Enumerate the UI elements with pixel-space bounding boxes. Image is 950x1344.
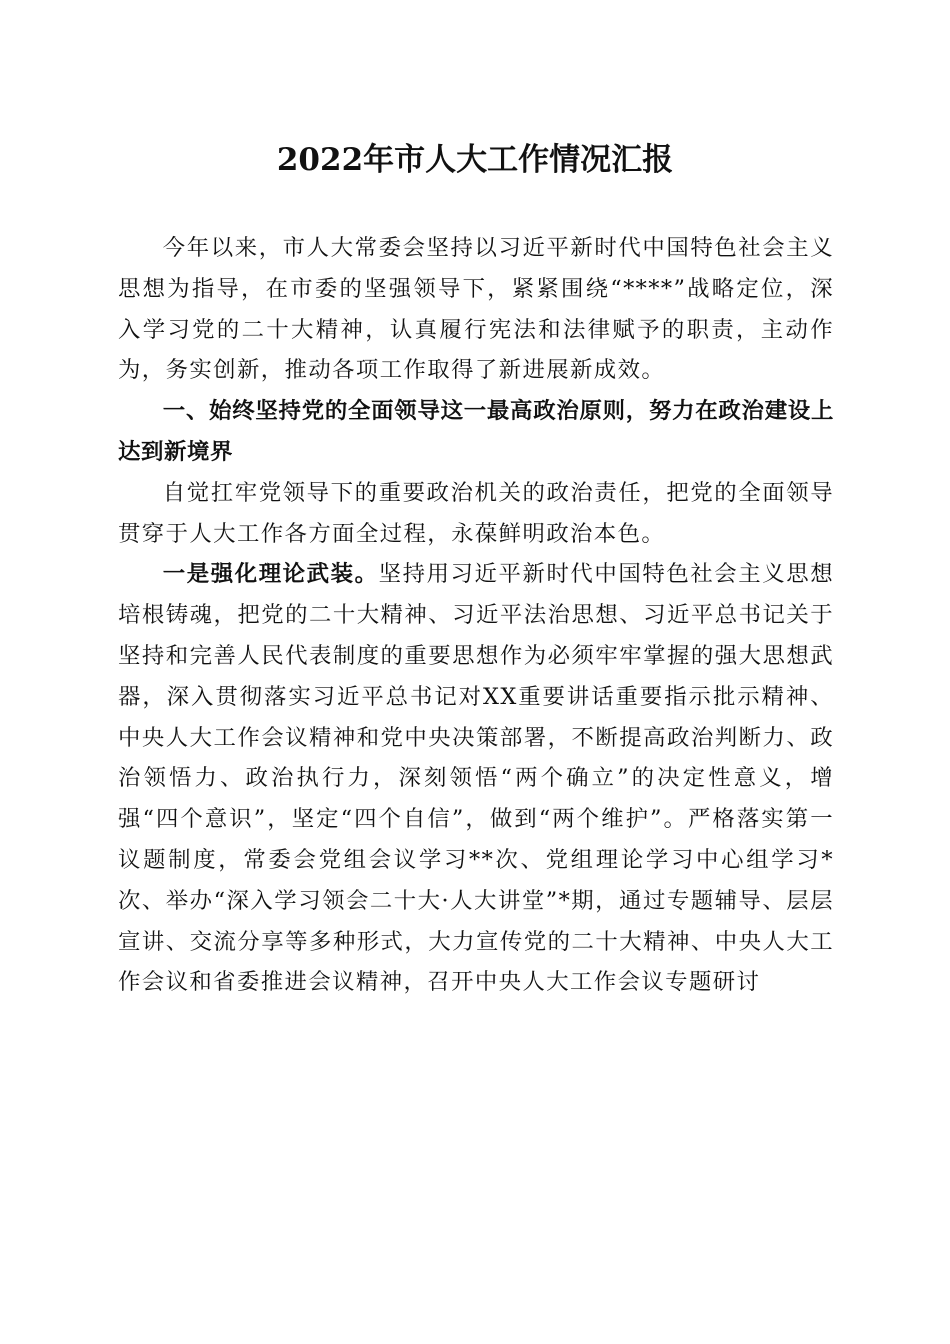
section-summary-paragraph: 自觉扛牢党领导下的重要政治机关的政治责任，把党的全面领导贯穿于人大工作各方面全过程，永葆鲜明政治本色。: [118, 479, 834, 547]
document-title: 2022年市人大工作情况汇报: [276, 142, 674, 178]
intro-paragraph: 今年以来，市人大常委会坚持以习近平新时代中国特色社会主义思想为指导，在市委的坚强领导下，紧紧围绕“****”战略定位，深入学习党的二十大精神，认真履行宪法和法律赋予的职责，主动作为，务实创新，推动各项工作取得了新进展新成效。: [118, 235, 834, 384]
document-body: [118, 228, 834, 1003]
point-paragraph: [118, 554, 834, 1003]
section-heading: 一、始终坚持党的全面领导这一最高政治原则，努力在政治建设上达到新境界: [118, 398, 834, 465]
point-text: 坚持用习近平新时代中国特色社会主义思想培根铸魂，把党的二十大精神、习近平法治思想、习近平总书记关于坚持和完善人民代表制度的重要思想作为必须牢牢掌握的强大思想武器，深入贯彻落实习近平总书记对XX重要讲话重要指示批示精神、中央人大工作会议精神和党中央决策部署，不断提高政治判断力、政治领悟力、政治执行力，深刻领悟“两个确立”的决定性意义，增强“四个意识”，坚定“四个自信”，做到“两个维护”。严格落实第一议题制度，常委会党组会议学习**次、党组理论学习中心组学习*次、举办“深入学习领会二十大·人大讲堂”*期，通过专题辅导、层层宣讲、交流分享等多种形式，大力宣传党的二十大精神、中央人大工作会议和省委推进会议精神，召开中央人大工作会议专题研讨: [118, 561, 834, 996]
point-lead: 一是强化理论武装。: [162, 561, 379, 588]
